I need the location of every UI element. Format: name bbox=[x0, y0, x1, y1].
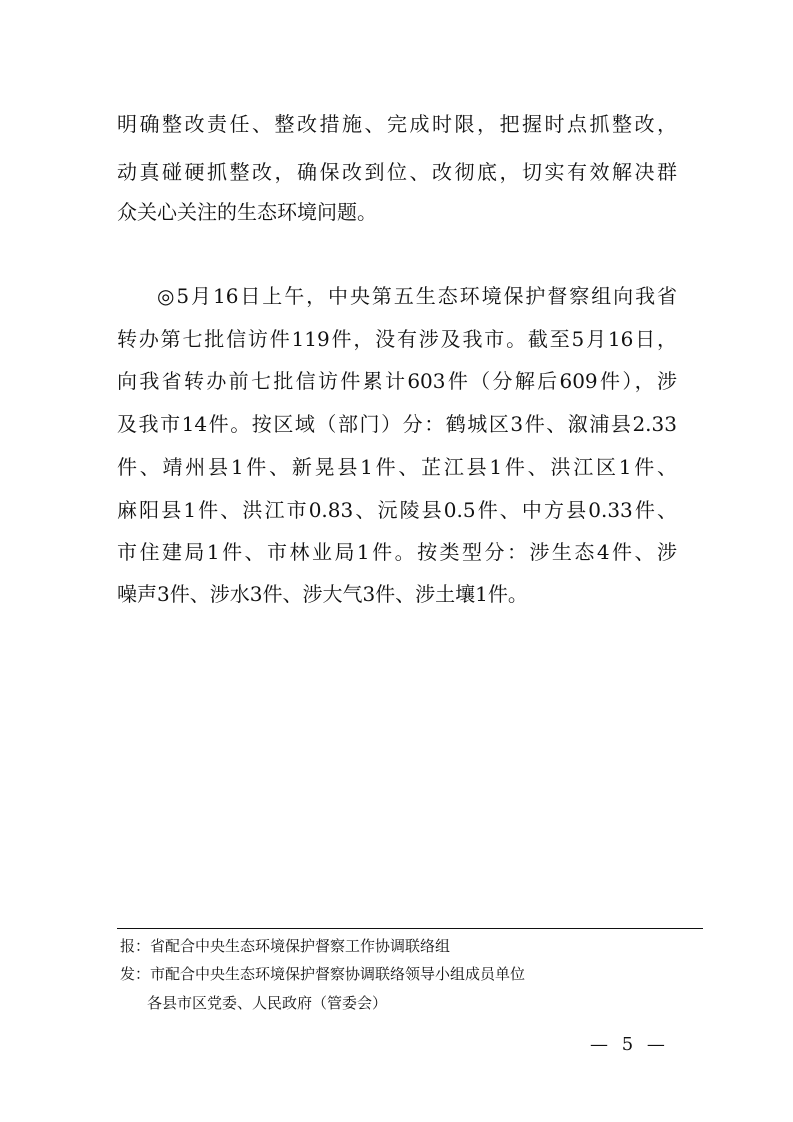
paragraph-2-line-3: 向我省转办前七批信访件累计603件（分解后609件），涉 bbox=[117, 369, 677, 393]
paragraph-2-line-8: 噪声3件、涉水3件、涉大气3件、涉土壤1件。 bbox=[117, 582, 528, 606]
paragraph-1-line-1: 明确整改责任、整改措施、完成时限，把握时点抓整改， bbox=[117, 112, 677, 136]
footer-divider bbox=[117, 928, 703, 929]
paragraph-2-line-1: ◎5月16日上午，中央第五生态环境保护督察组向我省 bbox=[157, 284, 677, 308]
send-to-continuation: 各县市区党委、人民政府（管委会） bbox=[147, 994, 388, 1012]
paragraph-1-line-2: 动真碰硬抓整改，确保改到位、改彻底，切实有效解决群 bbox=[117, 160, 677, 184]
send-to-line: 发：市配合中央生态环境保护督察协调联络领导小组成员单位 bbox=[120, 965, 526, 983]
paragraph-2-line-6: 麻阳县1件、洪江市0.83、沅陵县0.5件、中方县0.33件、 bbox=[117, 498, 677, 522]
paragraph-2-line-7: 市住建局1件、市林业局1件。按类型分：涉生态4件、涉 bbox=[117, 540, 677, 564]
report-to-line: 报：省配合中央生态环境保护督察工作协调联络组 bbox=[120, 937, 451, 955]
page-number: — 5 — bbox=[590, 1034, 669, 1055]
paragraph-2-line-4: 及我市14件。按区域（部门）分：鹤城区3件、溆浦县2.33 bbox=[117, 412, 677, 436]
paragraph-2-line-2: 转办第七批信访件119件，没有涉及我市。截至5月16日， bbox=[117, 327, 677, 351]
paragraph-1-line-3: 众关心关注的生态环境问题。 bbox=[117, 200, 377, 224]
paragraph-2-line-5: 件、靖州县1件、新晃县1件、芷江县1件、洪江区1件、 bbox=[117, 455, 677, 479]
